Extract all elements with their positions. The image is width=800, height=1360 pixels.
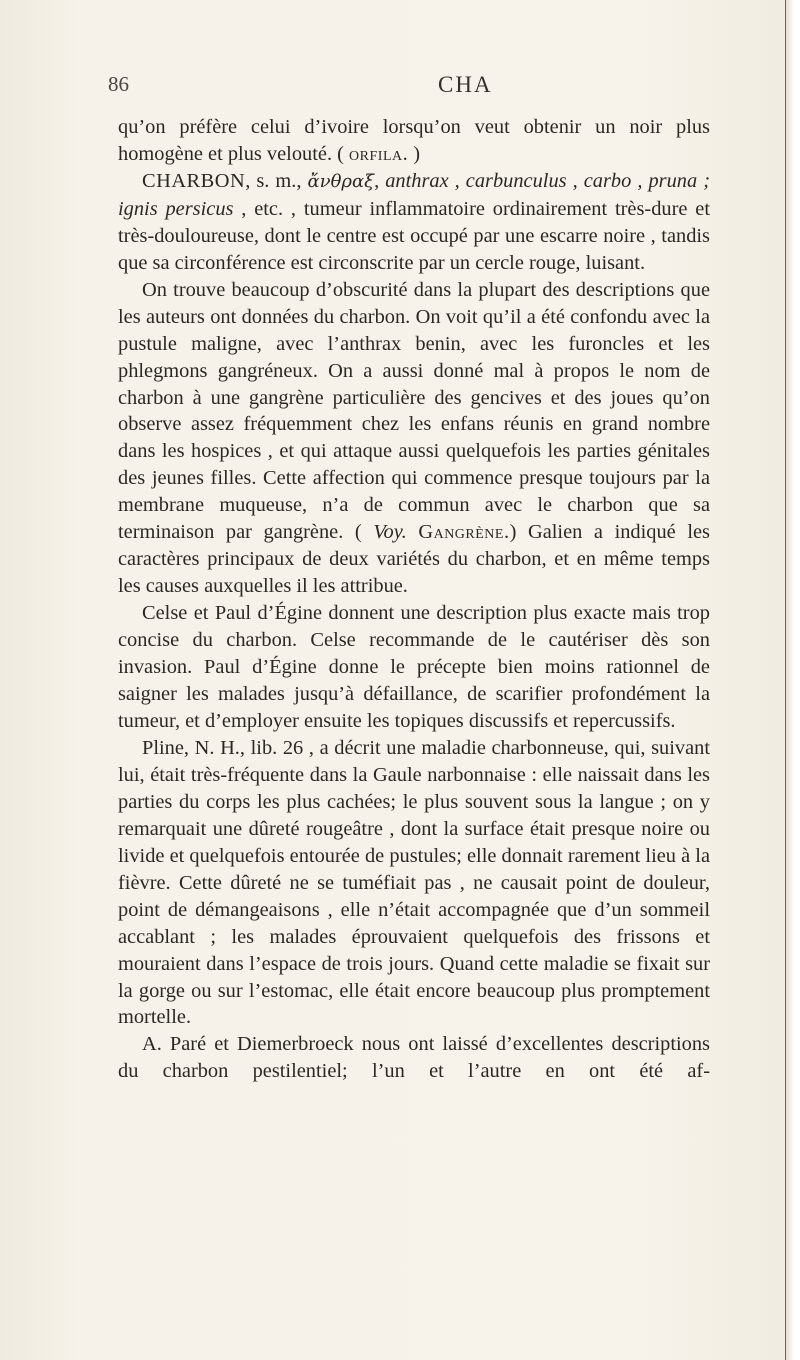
cross-ref-gangrene: Gangrène. (418, 521, 510, 544)
greek-term: ἄνθραξ (307, 170, 375, 192)
paragraph-pline: Pline, N. H., lib. 26 , a décrit une maladie charbonneuse, qui, suivant lui, était très-fréquente dans la Gaule narbonnaise : elle naissait dans les parties du corps les plus cachées; le plus souvent sous la langue ; on y remarquait une dûreté rougeâtre , dont la surface était presque noire ou livide et quelquefois entourée de pustules; elle donnait rarement lieu à la fièvre. Cette dûreté ne se tuméfiait pas , ne causait point de douleur, point de démangeaisons , elle n’était accompagnée que d’un sommeil accablant ; les malades éprouvaient quelquefois des frissons et mouraient dans l’espace de trois jours. Quand cette maladie se fixait sur la gorge ou sur l’estomac, elle était encore beaucoup plus promptement mortelle. (118, 736, 710, 1029)
paragraph-pare: A. Paré et Diemerbroeck nous ont laissé d’excellentes descriptions du charbon pestilentiel; l’un et l’autre en ont été af- (118, 1033, 710, 1083)
latin-synonyms: anthrax , carbunculus , carbo , pruna ; ignis persicus (118, 169, 711, 220)
paragraph-celse: Celse et Paul d’Égine donnent une description plus exacte mais trop concise du charbon. Celse recommande de le cautériser dès son invasion. Paul d’Égine donne le précepte bien moins rationnel de saigner les malades jusqu’à défaillance, de scarifier profondément la tumeur, et d’employer ensuite les topiques discussifs et repercussifs. (118, 602, 710, 732)
entry-charbon: CHARBON, s. m., ἄνθραξ, anthrax , carbunculus , carbo , pruna ; ignis persicus , etc. , tumeur inflammatoire ordinairement très-dure et très-douloureuse, dont le centre est occupé par une escarre noire , tandis que sa circonférence est circonscrite par un cercle rouge, luisant. (118, 169, 711, 274)
body-text (118, 114, 710, 1085)
running-head: CHA (438, 72, 493, 97)
cross-ref-voy: Voy. (373, 521, 407, 544)
page-edge (785, 0, 800, 1360)
page-header (108, 72, 708, 102)
citation-orfila: orfila. (349, 142, 409, 165)
paragraph-orfila: qu’on préfère celui d’ivoire lorsqu’on veut obtenir un noir plus homogène et plus velouté. ( orfila. ) (118, 116, 710, 165)
entry-headword: CHARBON (142, 169, 246, 192)
page-number: 86 (108, 72, 129, 96)
paragraph-obscurite: On trouve beaucoup d’obscurité dans la plupart des descriptions que les auteurs ont données du charbon. On voit qu’il a été confondu avec la pustule maligne, avec l’anthrax benin, avec les furoncles et les phlegmons gangréneux. On a aussi donné mal à propos le nom de charbon à une gangrène particulière des gencives et des joues qu’on observe assez fréquemment chez les enfans réunis en grand nombre dans les hospices , et qui attaque aussi quelquefois les parties génitales des jeunes filles. Cette affection qui commence presque toujours par la membrane muqueuse, n’a de commun avec le charbon que sa terminaison par gangrène. ( Voy. Gangrène.) Galien a indiqué les caractères principaux de deux variétés du charbon, et en même temps les causes auxquelles il les attribue. (118, 278, 710, 598)
